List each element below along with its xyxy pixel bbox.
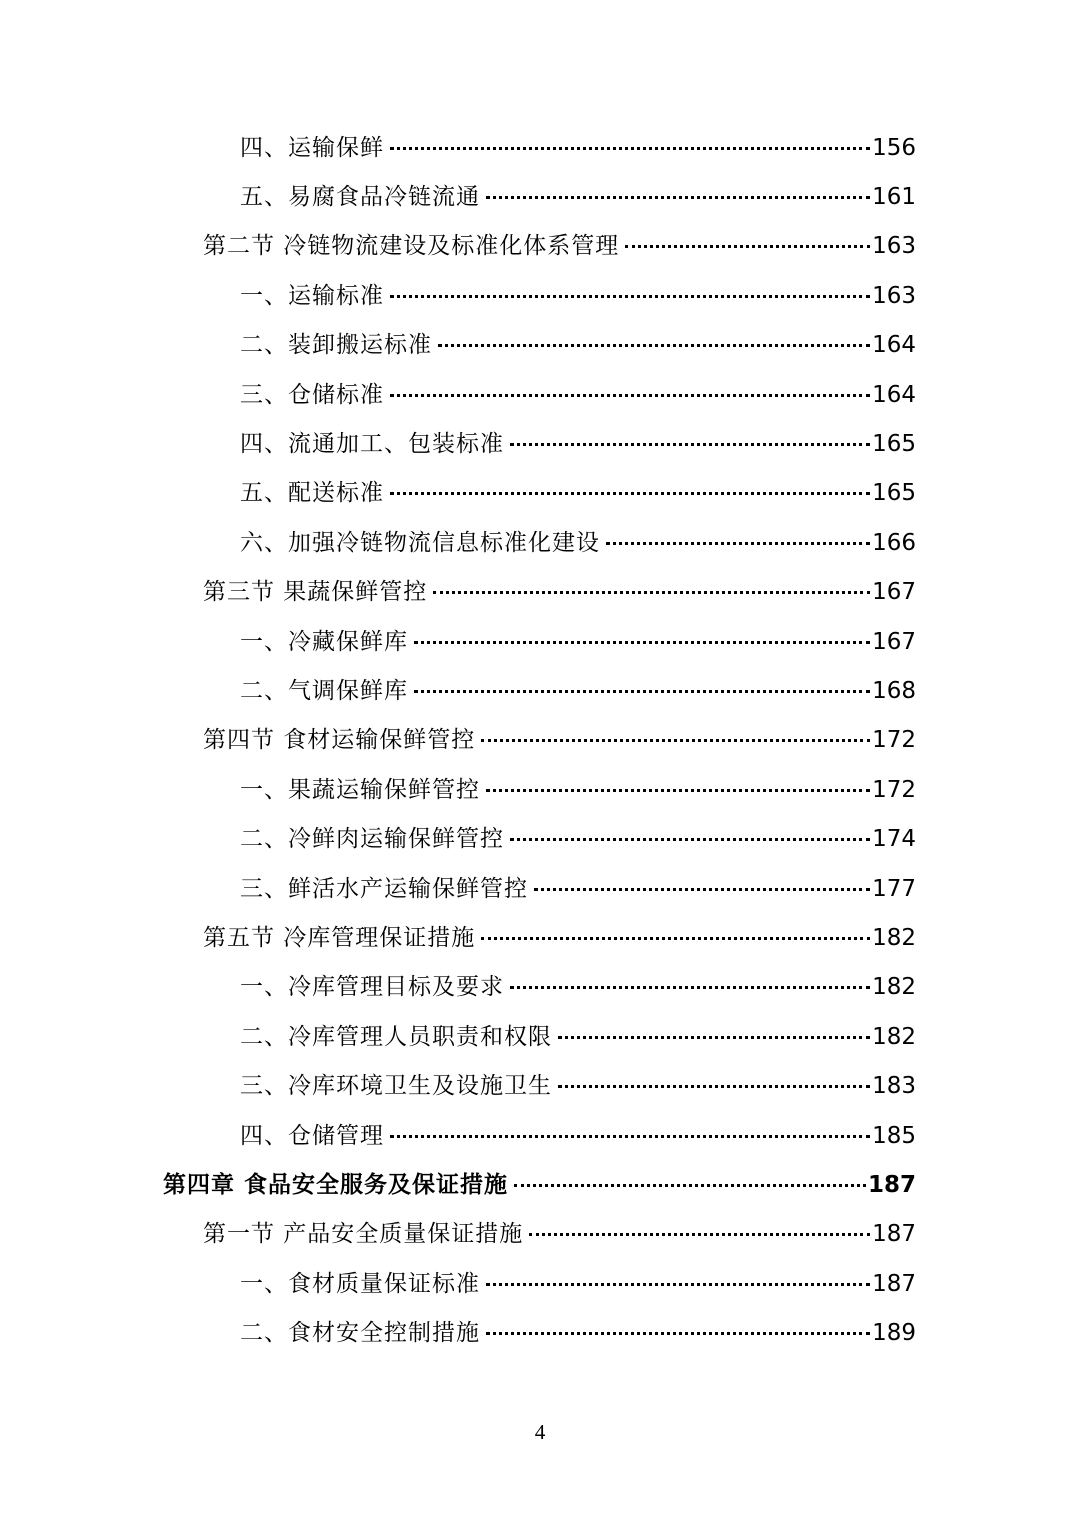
toc-entry[interactable] — [240, 1264, 916, 1304]
toc-entry-title: 三、仓储标准 — [240, 382, 384, 408]
toc-entry-page: 187 — [872, 1271, 916, 1297]
toc-entry-title: 一、冷藏保鲜库 — [240, 629, 408, 655]
toc-entry-page: 174 — [872, 826, 916, 852]
toc-entry-title: 第五节 冷库管理保证措施 — [203, 925, 476, 951]
toc-entry-title: 四、流通加工、包装标准 — [240, 431, 504, 457]
toc-entry-page: 187 — [867, 1172, 916, 1198]
toc-dot-leader — [486, 1283, 870, 1286]
toc-entry[interactable] — [240, 1017, 916, 1057]
toc-entry-page: 163 — [872, 233, 916, 259]
toc-entry-page: 182 — [872, 925, 916, 951]
toc-dot-leader — [510, 443, 870, 446]
toc-dot-leader — [558, 1036, 870, 1039]
toc-entry-page: 182 — [872, 1024, 916, 1050]
toc-entry[interactable] — [240, 1313, 916, 1353]
toc-entry[interactable] — [240, 128, 916, 168]
toc-entry[interactable] — [240, 473, 916, 513]
toc-entry-page: 172 — [872, 777, 916, 803]
toc-entry[interactable] — [240, 967, 916, 1007]
toc-dot-leader — [486, 789, 870, 792]
toc-entry-title: 二、食材安全控制措施 — [240, 1320, 480, 1346]
toc-entry-title: 一、食材质量保证标准 — [240, 1271, 480, 1297]
toc-entry[interactable] — [240, 671, 916, 711]
toc-entry-title: 一、运输标准 — [240, 283, 384, 309]
toc-dot-leader — [510, 838, 870, 841]
toc-dot-leader — [534, 888, 870, 891]
toc-dot-leader — [390, 295, 870, 298]
toc-entry-page: 182 — [872, 974, 916, 1000]
toc-entry[interactable] — [203, 226, 916, 266]
toc-entry-title: 三、冷库环境卫生及设施卫生 — [240, 1073, 552, 1099]
toc-dot-leader — [390, 492, 870, 495]
toc-entry-title: 六、加强冷链物流信息标准化建设 — [240, 530, 600, 556]
toc-entry[interactable] — [240, 276, 916, 316]
toc-dot-leader — [390, 1135, 870, 1138]
toc-entry[interactable] — [163, 1165, 916, 1205]
toc-entry[interactable] — [240, 375, 916, 415]
toc-dot-leader — [414, 690, 870, 693]
toc-entry-page: 177 — [872, 876, 916, 902]
toc-dot-leader — [529, 1233, 870, 1236]
toc-entry-page: 168 — [872, 678, 916, 704]
toc-entry[interactable] — [240, 325, 916, 365]
toc-dot-leader — [390, 394, 870, 397]
toc-entry-title: 第一节 产品安全质量保证措施 — [203, 1221, 524, 1247]
toc-entry-page: 161 — [872, 184, 916, 210]
toc-entry-page: 164 — [872, 332, 916, 358]
toc-entry-page: 172 — [872, 727, 916, 753]
toc-entry-page: 165 — [872, 480, 916, 506]
toc-entry-page: 164 — [872, 382, 916, 408]
toc-entry[interactable] — [240, 622, 916, 662]
toc-entry-page: 183 — [872, 1073, 916, 1099]
toc-entry[interactable] — [240, 819, 916, 859]
toc-entry[interactable] — [203, 1214, 916, 1254]
toc-entry-page: 165 — [872, 431, 916, 457]
toc-entry-title: 一、冷库管理目标及要求 — [240, 974, 504, 1000]
toc-entry-title: 二、冷鲜肉运输保鲜管控 — [240, 826, 504, 852]
toc-dot-leader — [414, 641, 870, 644]
toc-entry-title: 第二节 冷链物流建设及标准化体系管理 — [203, 233, 620, 259]
toc-entry-title: 二、冷库管理人员职责和权限 — [240, 1024, 552, 1050]
toc-entry[interactable] — [240, 1066, 916, 1106]
toc-entry[interactable] — [203, 572, 916, 612]
toc-entry[interactable] — [240, 523, 916, 563]
toc-dot-leader — [486, 196, 870, 199]
toc-entry-title: 二、装卸搬运标准 — [240, 332, 432, 358]
toc-dot-leader — [486, 1332, 870, 1335]
toc-dot-leader — [433, 591, 870, 594]
toc-entry-title: 三、鲜活水产运输保鲜管控 — [240, 876, 528, 902]
toc-dot-leader — [625, 245, 870, 248]
toc-entry-page: 189 — [872, 1320, 916, 1346]
toc-entry-title: 第三节 果蔬保鲜管控 — [203, 579, 428, 605]
toc-entry[interactable] — [240, 177, 916, 217]
toc-entry-title: 五、易腐食品冷链流通 — [240, 184, 480, 210]
toc-entry-page: 163 — [872, 283, 916, 309]
toc-dot-leader — [438, 344, 870, 347]
toc-entry-page: 167 — [872, 579, 916, 605]
toc-dot-leader — [481, 937, 870, 940]
toc-entry-title: 四、仓储管理 — [240, 1123, 384, 1149]
toc-entry-title: 二、气调保鲜库 — [240, 678, 408, 704]
page-number: 4 — [534, 1420, 546, 1444]
toc-entry[interactable] — [240, 424, 916, 464]
toc-entry-page: 187 — [872, 1221, 916, 1247]
toc-entry-page: 156 — [872, 135, 916, 161]
toc-dot-leader — [390, 147, 870, 150]
toc-entry[interactable] — [240, 869, 916, 909]
toc-entry[interactable] — [203, 720, 916, 760]
toc-entry-title: 五、配送标准 — [240, 480, 384, 506]
toc-dot-leader — [606, 542, 870, 545]
toc-dot-leader — [558, 1085, 870, 1088]
toc-entry[interactable] — [240, 770, 916, 810]
toc-entry-page: 185 — [872, 1123, 916, 1149]
toc-entry-title: 第四章 食品安全服务及保证措施 — [163, 1171, 509, 1198]
toc-entry-title: 一、果蔬运输保鲜管控 — [240, 777, 480, 803]
toc-entry-title: 四、运输保鲜 — [240, 135, 384, 161]
toc-dot-leader — [514, 1184, 866, 1187]
toc-dot-leader — [481, 739, 870, 742]
toc-entry-page: 166 — [872, 530, 916, 556]
toc-entry[interactable] — [203, 918, 916, 958]
toc-entry-page: 167 — [872, 629, 916, 655]
toc-dot-leader — [510, 986, 870, 989]
toc-entry-title: 第四节 食材运输保鲜管控 — [203, 727, 476, 753]
toc-entry[interactable] — [240, 1116, 916, 1156]
